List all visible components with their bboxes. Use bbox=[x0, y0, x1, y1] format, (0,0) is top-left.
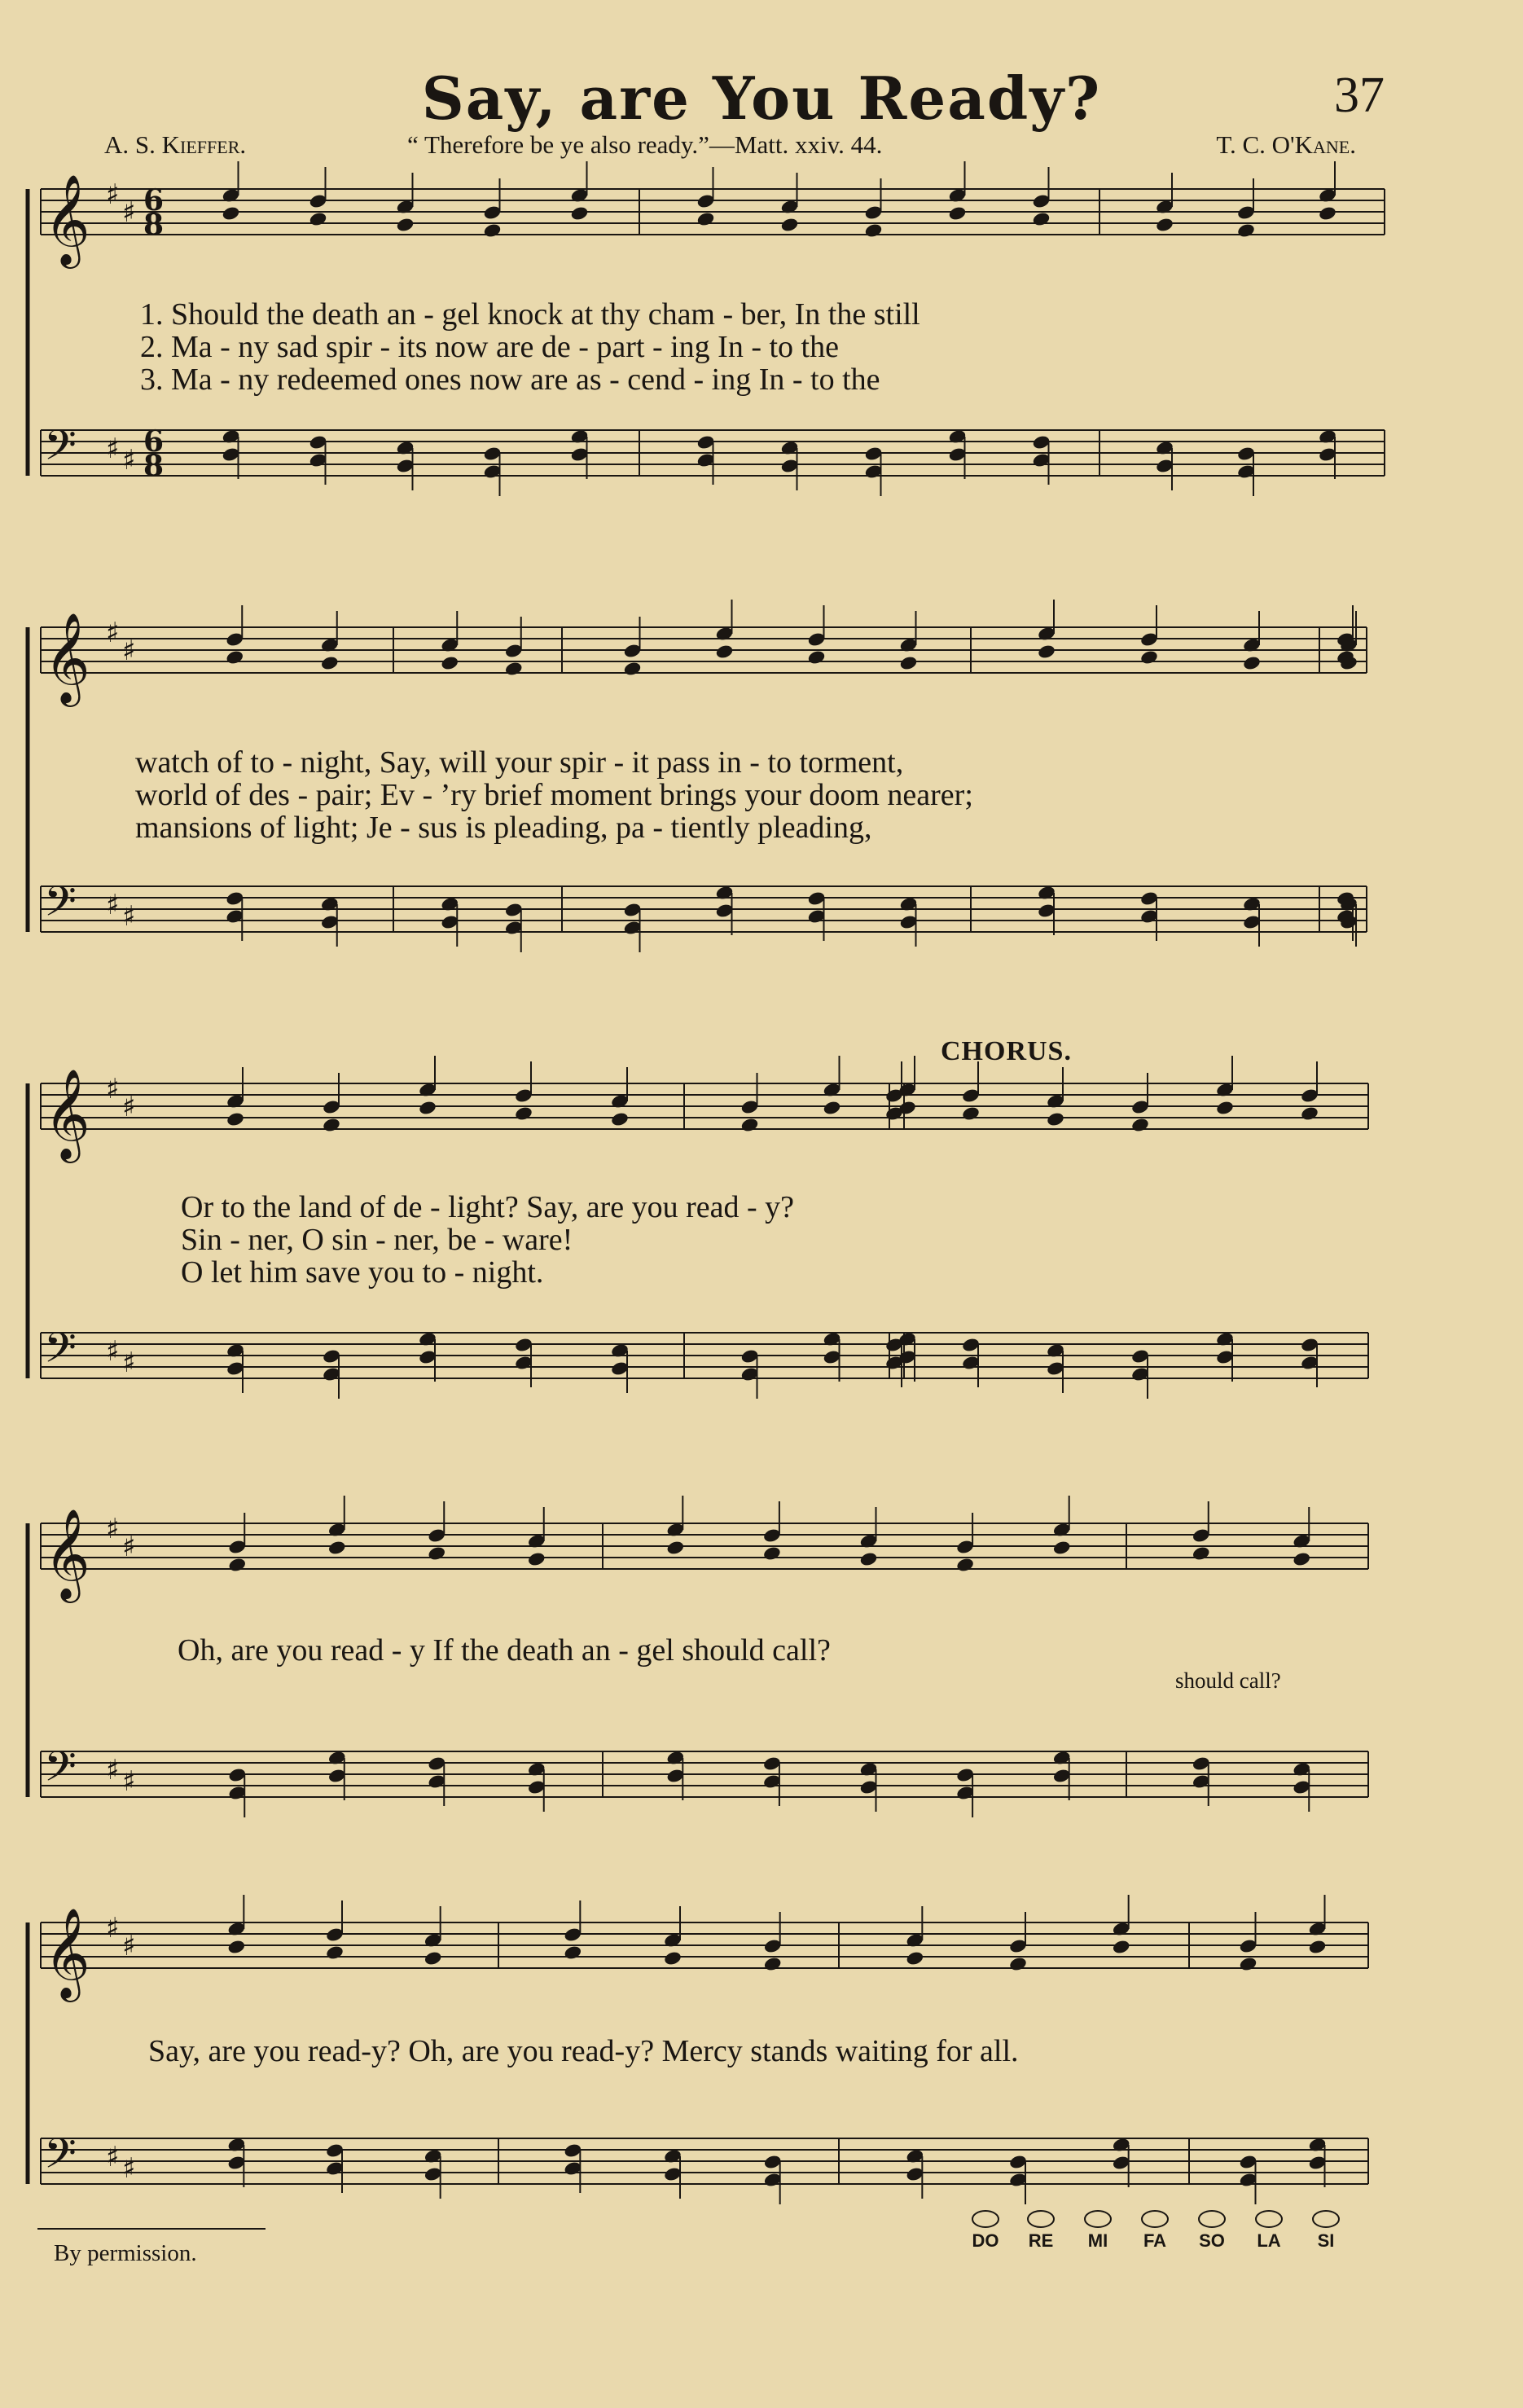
notehead bbox=[610, 1111, 630, 1127]
bass-clef: 𝄢 bbox=[44, 1742, 77, 1801]
echo-should-call: should call? bbox=[1175, 1668, 1281, 1693]
notehead bbox=[1112, 1939, 1131, 1955]
key-signature-sharp: ♯ bbox=[122, 635, 136, 667]
key-signature-sharp: ♯ bbox=[106, 1754, 120, 1786]
solfege-re: RE bbox=[1028, 2230, 1054, 2251]
notehead bbox=[226, 1111, 245, 1127]
notehead bbox=[696, 211, 716, 227]
notehead bbox=[1046, 1111, 1065, 1127]
notehead bbox=[948, 205, 968, 222]
notehead bbox=[424, 1950, 443, 1966]
footer-rule bbox=[37, 2228, 266, 2230]
key-signature-sharp: ♯ bbox=[106, 617, 120, 649]
notehead bbox=[227, 1557, 247, 1573]
notehead bbox=[320, 655, 340, 671]
notehead bbox=[663, 1950, 682, 1966]
solfege-si: SI bbox=[1317, 2230, 1335, 2251]
key-signature-sharp: ♯ bbox=[122, 1347, 136, 1379]
notehead bbox=[327, 1540, 347, 1556]
notehead bbox=[715, 644, 735, 660]
notehead bbox=[309, 211, 328, 227]
permission-note: By permission. bbox=[54, 2240, 197, 2266]
notehead bbox=[1239, 1956, 1258, 1972]
key-signature-sharp: ♯ bbox=[122, 444, 136, 477]
notehead bbox=[1130, 1117, 1150, 1133]
solfege-mi: MI bbox=[1087, 2230, 1108, 2251]
notehead bbox=[504, 661, 524, 677]
verse-2-line-1: 2. Ma - ny sad spir - its now are de - part - ing In - to the bbox=[140, 330, 839, 364]
key-signature-sharp: ♯ bbox=[106, 889, 120, 921]
notehead bbox=[762, 1545, 782, 1562]
notehead bbox=[780, 217, 800, 233]
time-signature: 8 bbox=[143, 449, 165, 483]
verse-1-line-2: watch of to - night, Say, will your spir - it pass in - to torment, bbox=[135, 745, 904, 780]
notehead bbox=[1139, 649, 1159, 666]
treble-clef: 𝄞 bbox=[44, 612, 90, 703]
notehead bbox=[1008, 1956, 1028, 1972]
notehead bbox=[740, 1117, 760, 1133]
notehead bbox=[1052, 1540, 1072, 1556]
solfege-la: LA bbox=[1257, 2230, 1281, 2251]
notehead bbox=[1037, 644, 1056, 660]
key-signature-sharp: ♯ bbox=[122, 2152, 136, 2185]
key-signature-sharp: ♯ bbox=[106, 1912, 120, 1944]
notehead bbox=[899, 655, 919, 671]
chorus-line-2: Say, are you read-y? Oh, are you read-y? Mercy stands waiting for all. bbox=[148, 2034, 1019, 2068]
notehead bbox=[859, 1551, 879, 1567]
bass-clef: 𝄢 bbox=[44, 877, 77, 936]
treble-clef: 𝄞 bbox=[44, 1068, 90, 1159]
hymn-title: Say, are You Ready? bbox=[421, 64, 1102, 133]
verse-3-line-3: O let him save you to - night. bbox=[181, 1255, 544, 1290]
key-signature-sharp: ♯ bbox=[106, 1073, 120, 1105]
notehead bbox=[222, 205, 241, 222]
notehead bbox=[1300, 1105, 1319, 1122]
notehead bbox=[955, 1557, 975, 1573]
notehead bbox=[440, 655, 459, 671]
notehead bbox=[823, 1100, 842, 1116]
treble-clef: 𝄞 bbox=[44, 1508, 90, 1599]
key-signature-sharp: ♯ bbox=[122, 196, 136, 229]
notehead bbox=[514, 1105, 533, 1122]
verse-1-line-3: Or to the land of de - light? Say, are you read - y? bbox=[181, 1190, 795, 1224]
notehead bbox=[570, 205, 590, 222]
solfege-shape bbox=[1085, 2211, 1111, 2227]
key-signature-sharp: ♯ bbox=[106, 1513, 120, 1545]
key-signature-sharp: ♯ bbox=[106, 178, 120, 211]
time-signature: 6 bbox=[143, 424, 165, 459]
time-signature: 6 bbox=[143, 183, 165, 218]
notehead bbox=[666, 1540, 686, 1556]
notehead bbox=[396, 217, 415, 233]
key-signature-sharp: ♯ bbox=[122, 1531, 136, 1563]
treble-clef: 𝄞 bbox=[44, 1907, 90, 1998]
notehead bbox=[227, 1939, 247, 1955]
notehead bbox=[906, 1950, 925, 1966]
composer-credit: T. C. O'Kane. bbox=[1216, 130, 1356, 159]
chorus-line-1: Oh, are you read - y If the death an - gel should call? bbox=[178, 1633, 831, 1668]
verse-2-line-2: world of des - pair; Ev - ’ry brief moment brings your doom nearer; bbox=[135, 778, 973, 812]
notehead bbox=[1236, 222, 1256, 239]
notehead bbox=[1318, 205, 1337, 222]
solfege-fa: FA bbox=[1143, 2230, 1167, 2251]
notehead bbox=[427, 1545, 446, 1562]
notehead bbox=[483, 222, 503, 239]
notehead bbox=[1032, 211, 1051, 227]
notehead bbox=[1308, 1939, 1328, 1955]
notehead bbox=[527, 1551, 546, 1567]
key-signature-sharp: ♯ bbox=[122, 1765, 136, 1798]
notehead bbox=[418, 1100, 437, 1116]
notehead bbox=[1242, 655, 1262, 671]
key-signature-sharp: ♯ bbox=[106, 1335, 120, 1368]
bass-clef: 𝄢 bbox=[44, 2129, 77, 2188]
notehead bbox=[322, 1117, 341, 1133]
notehead bbox=[325, 1944, 345, 1961]
solfege-shape bbox=[1256, 2211, 1282, 2227]
notehead bbox=[807, 649, 827, 666]
solfege-shape bbox=[972, 2211, 999, 2227]
notehead bbox=[864, 222, 884, 239]
key-signature-sharp: ♯ bbox=[106, 433, 120, 465]
solfege-shape bbox=[1142, 2211, 1168, 2227]
verse-1-line-1: 1. Should the death an - gel knock at thy cham - ber, In the still bbox=[140, 297, 920, 332]
bass-clef: 𝄢 bbox=[44, 1323, 77, 1382]
notehead bbox=[1292, 1551, 1311, 1567]
key-signature-sharp: ♯ bbox=[122, 900, 136, 933]
solfege-so: SO bbox=[1199, 2230, 1225, 2251]
key-signature-sharp: ♯ bbox=[122, 1930, 136, 1962]
verse-2-line-3: Sin - ner, O sin - ner, be - ware! bbox=[181, 1223, 573, 1257]
solfege-shape bbox=[1199, 2211, 1225, 2227]
scripture-epigraph: “ Therefore be ye also ready.”—Matt. xxiv. 44. bbox=[407, 130, 883, 159]
verse-3-line-2: mansions of light; Je - sus is pleading, pa - tiently pleading, bbox=[135, 811, 872, 845]
bass-clef: 𝄢 bbox=[44, 420, 77, 480]
notehead bbox=[225, 649, 244, 666]
treble-clef: 𝄞 bbox=[44, 174, 90, 265]
notehead bbox=[961, 1105, 981, 1122]
author-credit: A. S. Kieffer. bbox=[104, 130, 247, 159]
notehead bbox=[564, 1944, 583, 1961]
notehead bbox=[1215, 1100, 1235, 1116]
time-signature: 8 bbox=[143, 208, 165, 242]
key-signature-sharp: ♯ bbox=[106, 2141, 120, 2173]
solfege-shape bbox=[1313, 2211, 1339, 2227]
notehead bbox=[1192, 1545, 1211, 1562]
chorus-label: CHORUS. bbox=[941, 1036, 1072, 1066]
notehead bbox=[1155, 217, 1174, 233]
verse-3-line-1: 3. Ma - ny redeemed ones now are as - cend - ing In - to the bbox=[140, 363, 880, 397]
solfege-do: DO bbox=[972, 2230, 999, 2251]
page-number: 37 bbox=[1334, 68, 1385, 123]
solfege-shape bbox=[1028, 2211, 1054, 2227]
notehead bbox=[623, 661, 643, 677]
notehead bbox=[763, 1956, 783, 1972]
key-signature-sharp: ♯ bbox=[122, 1091, 136, 1123]
